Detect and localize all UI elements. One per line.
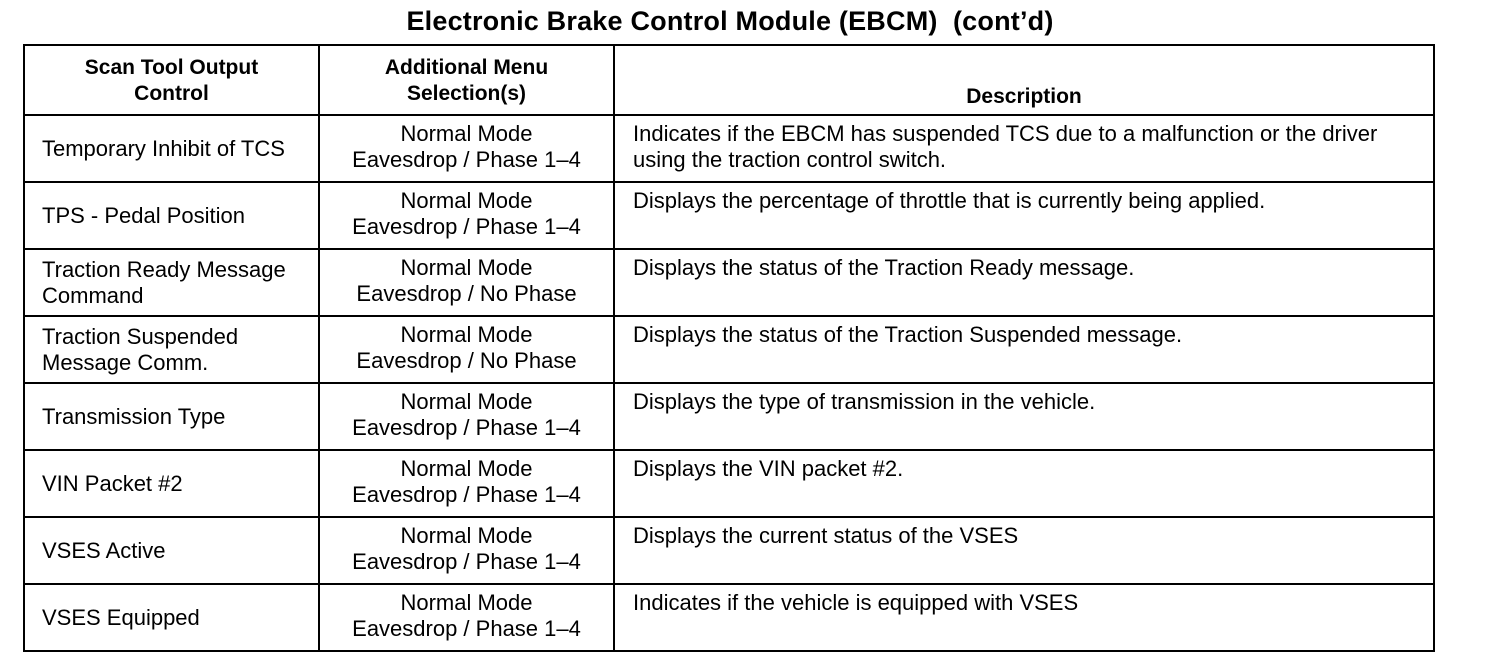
cell-description: Indicates if the vehicle is equipped with VSES <box>614 584 1434 651</box>
table-row <box>24 517 1434 584</box>
cell-control: VSES Active <box>24 517 319 584</box>
menu-phase: Eavesdrop / Phase 1–4 <box>352 147 581 172</box>
menu-mode: Normal Mode <box>400 523 533 548</box>
menu-mode: Normal Mode <box>400 389 533 414</box>
header-control-line1: Scan Tool Output <box>84 56 259 79</box>
header-menu-line1: Additional Menu <box>384 56 549 79</box>
menu-phase: Eavesdrop / Phase 1–4 <box>352 214 581 239</box>
header-control-line2: Control <box>134 82 209 105</box>
menu-mode: Normal Mode <box>400 590 533 615</box>
menu-mode: Normal Mode <box>400 456 533 481</box>
cell-control: Traction Suspended Message Comm. <box>24 316 319 383</box>
table-header-row <box>24 45 1434 115</box>
cell-menu <box>319 450 614 517</box>
cell-control: Temporary Inhibit of TCS <box>24 115 319 182</box>
menu-phase: Eavesdrop / Phase 1–4 <box>352 616 581 641</box>
header-scan-tool-output-control <box>24 45 319 115</box>
cell-menu <box>319 249 614 316</box>
header-additional-menu-selections <box>319 45 614 115</box>
cell-menu <box>319 383 614 450</box>
cell-description: Displays the status of the Traction Suspended message. <box>614 316 1434 383</box>
cell-menu <box>319 584 614 651</box>
table-row <box>24 450 1434 517</box>
cell-menu <box>319 115 614 182</box>
table-row <box>24 584 1434 651</box>
cell-description: Displays the current status of the VSES <box>614 517 1434 584</box>
cell-control: TPS - Pedal Position <box>24 182 319 249</box>
menu-phase: Eavesdrop / Phase 1–4 <box>352 415 581 440</box>
menu-mode: Normal Mode <box>400 188 533 213</box>
menu-mode: Normal Mode <box>400 255 533 280</box>
table-row <box>24 115 1434 182</box>
menu-mode: Normal Mode <box>400 322 533 347</box>
cell-description: Displays the VIN packet #2. <box>614 450 1434 517</box>
cell-description: Indicates if the EBCM has suspended TCS due to a malfunction or the driver using the traction control switch. <box>614 115 1434 182</box>
menu-phase: Eavesdrop / Phase 1–4 <box>352 549 581 574</box>
cell-menu <box>319 182 614 249</box>
table-row <box>24 249 1434 316</box>
table-row <box>24 316 1434 383</box>
menu-phase: Eavesdrop / Phase 1–4 <box>352 482 581 507</box>
cell-control: VSES Equipped <box>24 584 319 651</box>
cell-description: Displays the percentage of throttle that is currently being applied. <box>614 182 1434 249</box>
header-description: Description <box>614 45 1434 115</box>
cell-description: Displays the status of the Traction Ready message. <box>614 249 1434 316</box>
table-row <box>24 182 1434 249</box>
cell-menu <box>319 316 614 383</box>
ebcm-table <box>23 44 1435 652</box>
cell-control: Transmission Type <box>24 383 319 450</box>
menu-mode: Normal Mode <box>400 121 533 146</box>
page-title: Electronic Brake Control Module (EBCM) (cont’d) <box>406 6 1054 36</box>
cell-description: Displays the type of transmission in the vehicle. <box>614 383 1434 450</box>
header-menu-line2: Selection(s) <box>406 82 527 105</box>
menu-phase: Eavesdrop / No Phase <box>356 348 577 373</box>
cell-control: Traction Ready Message Command <box>24 249 319 316</box>
table-row <box>24 383 1434 450</box>
cell-menu <box>319 517 614 584</box>
cell-control: VIN Packet #2 <box>24 450 319 517</box>
menu-phase: Eavesdrop / No Phase <box>356 281 577 306</box>
